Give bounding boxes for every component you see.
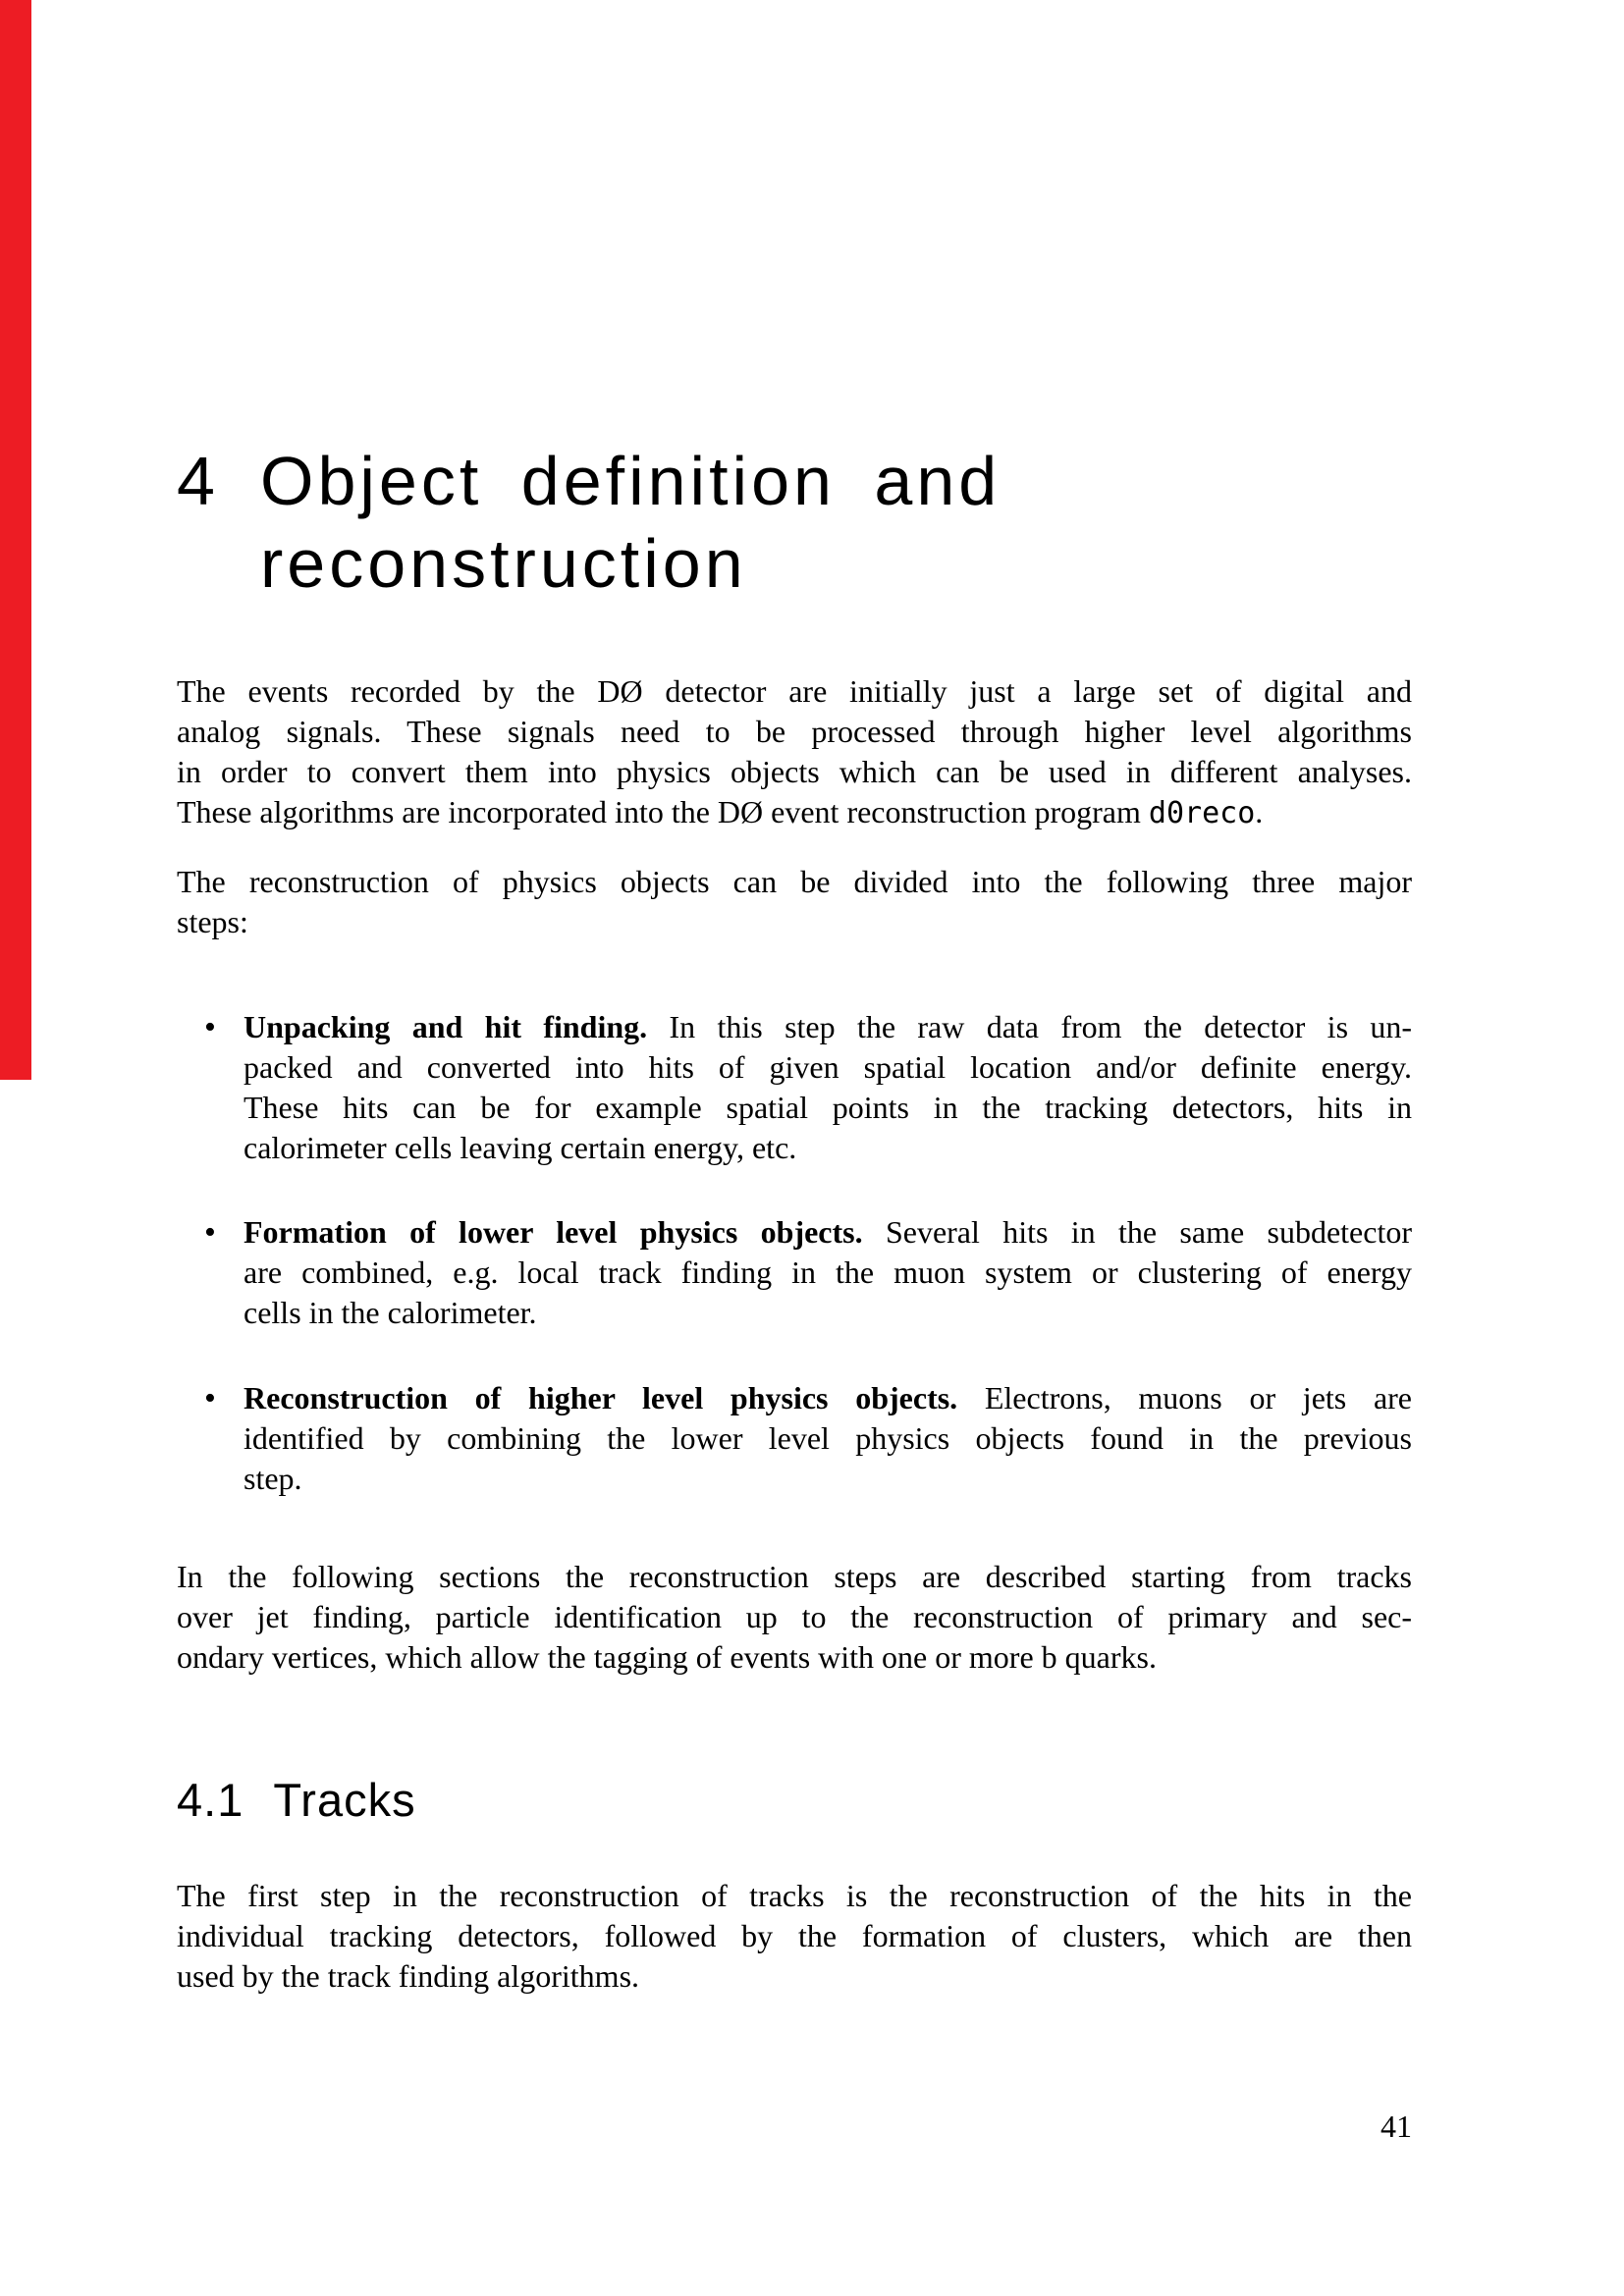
list-item-lead: Reconstruction of higher level physics objects. xyxy=(244,1380,958,1415)
text-segment: Several hits in the same subdetector xyxy=(862,1214,1413,1250)
text-line xyxy=(244,1378,1412,1418)
text-line: packed and converted into hits of given spatial location and/or definite energy. xyxy=(244,1049,1412,1085)
text-line: The first step in the reconstruction of tracks is the reconstruction of the hits in the xyxy=(177,1878,1412,1913)
text-line: over jet finding, particle identification up to the reconstruction of primary and sec- xyxy=(177,1599,1412,1634)
text-line xyxy=(244,1007,1412,1047)
text-line: are combined, e.g. local track finding in the muon system or clustering of energy xyxy=(244,1255,1412,1290)
text-segment: . xyxy=(1255,794,1264,829)
text-line: individual tracking detectors, followed by the formation of clusters, which are then xyxy=(177,1918,1412,1953)
text-segment: These algorithms are incorporated into the DØ event reconstruction program xyxy=(177,794,1149,829)
bullet-icon: • xyxy=(204,1214,216,1251)
chapter-heading xyxy=(177,440,1412,605)
list-item xyxy=(177,1212,1412,1333)
text-segment: In this step the raw data from the detector is un- xyxy=(647,1009,1413,1044)
list-item xyxy=(177,1007,1412,1168)
bullet-icon: • xyxy=(204,1009,216,1045)
list-item-lead: Formation of lower level physics objects. xyxy=(244,1214,863,1250)
text-line: steps: xyxy=(177,904,248,939)
paragraph-intro-1 xyxy=(177,671,1412,833)
text-line: ondary vertices, which allow the tagging of events with one or more b quarks. xyxy=(177,1639,1157,1675)
paragraph-tracks xyxy=(177,1876,1412,1997)
paragraph-outro xyxy=(177,1557,1412,1678)
list-item-lead: Unpacking and hit finding. xyxy=(244,1009,648,1044)
text-line: identified by combining the lower level physics objects found in the previous xyxy=(244,1420,1412,1456)
text-line: The events recorded by the DØ detector are initially just a large set of digital and xyxy=(177,673,1412,709)
bullet-icon: • xyxy=(204,1380,216,1416)
list-item xyxy=(177,1378,1412,1499)
text-line: These hits can be for example spatial points in the tracking detectors, hits in xyxy=(244,1090,1412,1125)
text-segment: Electrons, muons or jets are xyxy=(957,1380,1413,1415)
text-line: in order to convert them into physics objects which can be used in different analyses. xyxy=(177,754,1412,789)
red-margin-bar xyxy=(0,0,31,1080)
paragraph-intro-2 xyxy=(177,862,1412,942)
text-line: calorimeter cells leaving certain energy, etc. xyxy=(244,1130,797,1165)
chapter-title-line-1: Object definition and xyxy=(260,443,1001,519)
code-d0reco: d0reco xyxy=(1148,796,1256,830)
text-line xyxy=(244,1212,1412,1253)
section-heading xyxy=(177,1773,1412,1828)
text-line: used by the track finding algorithms. xyxy=(177,1958,640,1994)
text-line: In the following sections the reconstruction steps are described starting from tracks xyxy=(177,1559,1412,1594)
section-title: Tracks xyxy=(273,1774,416,1826)
chapter-number: 4 xyxy=(177,443,219,519)
text-line: analog signals. These signals need to be processed through higher level algorithms xyxy=(177,714,1412,749)
text-line: The reconstruction of physics objects can be divided into the following three major xyxy=(177,864,1412,899)
chapter-title-line-2: reconstruction xyxy=(260,525,747,602)
page-number: 41 xyxy=(1380,2109,1412,2144)
text-line xyxy=(177,792,1412,833)
section-number: 4.1 xyxy=(177,1774,244,1826)
text-line: step. xyxy=(244,1461,302,1496)
text-line: cells in the calorimeter. xyxy=(244,1295,537,1330)
